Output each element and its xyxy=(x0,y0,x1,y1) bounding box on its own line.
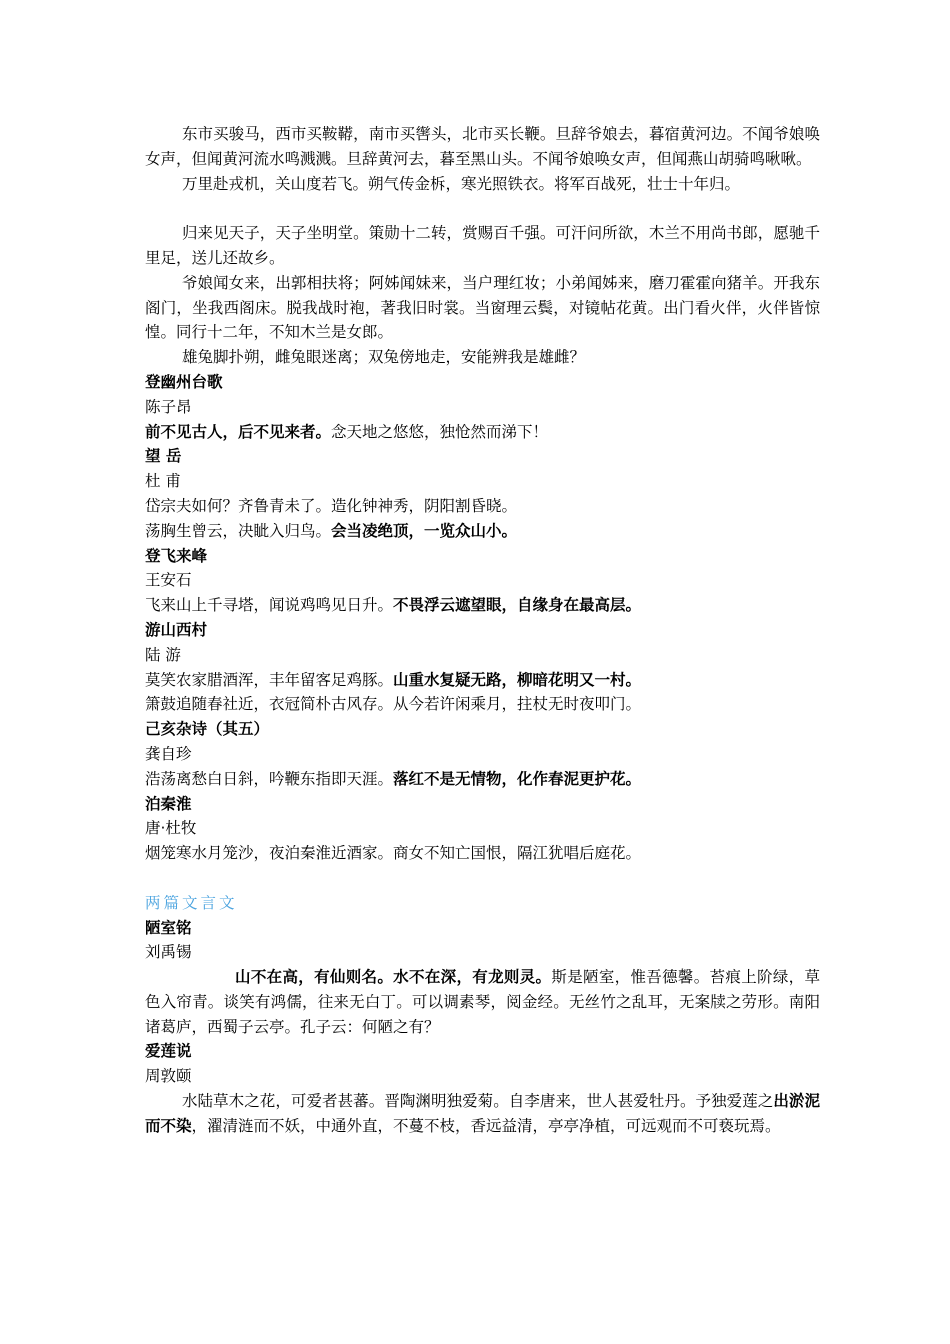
essay-author-ailian: 周敦颐 xyxy=(145,1067,192,1086)
highlight-text: 山不在高，有仙则名。水不在深，有龙则灵。 xyxy=(235,968,552,987)
mulan-paragraph-5: 雄兔脚扑朔，雌兔眼迷离；双兔傍地走，安能辨我是雄雌？ xyxy=(182,348,586,367)
highlight-text: 不畏浮云遮望眼，自缘身在最高层。 xyxy=(393,596,642,615)
poem-line-shanxi-2: 箫鼓追随春社近，衣冠简朴古风存。从今若许闲乘月，拄杖无时夜叩门。 xyxy=(145,695,642,714)
poem-text-jihai xyxy=(145,767,820,792)
poem-text-youzhou xyxy=(145,420,820,445)
essay-title-ailian: 爱莲说 xyxy=(145,1042,192,1061)
essay-text-ailian xyxy=(145,1089,820,1139)
essay-text-loushi xyxy=(145,965,820,1039)
poem-line-wangyue-2 xyxy=(145,519,820,544)
poem-title-qinhuai: 泊秦淮 xyxy=(145,794,192,813)
poem-title-shanxi: 游山西村 xyxy=(145,620,208,639)
section-heading: 两篇文言文 xyxy=(145,893,238,912)
poem-author-shanxi: 陆 游 xyxy=(145,645,181,664)
plain-text: 荡胸生曾云，决眦入归鸟。 xyxy=(145,521,332,540)
poem-title-youzhou: 登幽州台歌 xyxy=(145,372,223,391)
plain-text: 斯是陋室，惟吾德馨。苔痕上阶绿，草色入帘青。谈笑有鸿儒，往来无白丁。可以调素琴，阅金经。无丝竹之乱耳，无案牍之劳形。南阳诸葛庐，西蜀子云亭。孔子云：何陋之有？ xyxy=(145,968,820,1036)
poem-line-wangyue-1: 岱宗夫如何？齐鲁青未了。造化钟神秀，阴阳割昏晓。 xyxy=(145,496,518,515)
document-page xyxy=(145,122,820,1139)
essay-title-loushi: 陋室铭 xyxy=(145,918,192,937)
plain-text: 念天地之悠悠，独怆然而涕下！ xyxy=(331,422,549,441)
poem-author-youzhou: 陈子昂 xyxy=(145,397,192,416)
poem-author-wangyue: 杜 甫 xyxy=(145,472,181,491)
poem-author-jihai: 龚自珍 xyxy=(145,744,192,763)
mulan-paragraph-3: 归来见天子，天子坐明堂。策勋十二转，赏赐百千强。可汗问所欲，木兰不用尚书郎，愿驰千里足，送儿还故乡。 xyxy=(145,224,820,267)
highlight-text: 出淤泥而不染 xyxy=(145,1092,820,1135)
highlight-text: 会当凌绝顶，一览众山小。 xyxy=(331,521,518,540)
highlight-text: 山重水复疑无路，柳暗花明又一村。 xyxy=(393,670,642,689)
poem-text-feilai xyxy=(145,593,820,618)
poem-title-wangyue: 望 岳 xyxy=(145,447,182,466)
poem-title-feilai: 登飞来峰 xyxy=(145,546,208,565)
poem-text-qinhuai: 烟笼寒水月笼沙，夜泊秦淮近酒家。商女不知亡国恨，隔江犹唱后庭花。 xyxy=(145,844,642,863)
plain-text: 水陆草木之花，可爱者甚蕃。晋陶渊明独爱菊。自李唐来，世人甚爱牡丹。予独爱莲之 xyxy=(182,1092,774,1111)
mulan-paragraph-2: 万里赴戎机，关山度若飞。朔气传金柝，寒光照铁衣。将军百战死，壮士十年归。 xyxy=(182,174,741,193)
plain-text: ，濯清涟而不妖，中通外直，不蔓不枝，香远益清，亭亭净植，可远观而不可亵玩焉。 xyxy=(191,1116,781,1135)
highlight-text: 前不见古人，后不见来者。 xyxy=(145,422,332,441)
mulan-paragraph-1: 东市买骏马，西市买鞍鞯，南市买辔头，北市买长鞭。旦辞爷娘去，暮宿黄河边。不闻爷娘唤女声，但闻黄河流水鸣溅溅。旦辞黄河去，暮至黑山头。不闻爷娘唤女声，但闻燕山胡骑鸣啾啾。 xyxy=(145,125,820,168)
poem-author-qinhuai: 唐·杜牧 xyxy=(145,819,197,838)
essay-author-loushi: 刘禹锡 xyxy=(145,943,192,962)
plain-text: 莫笑农家腊酒浑，丰年留客足鸡豚。 xyxy=(145,670,394,689)
mulan-paragraph-4: 爷娘闻女来，出郭相扶将；阿姊闻妹来，当户理红妆；小弟闻姊来，磨刀霍霍向猪羊。开我东阁门，坐我西阁床。脱我战时袍，著我旧时裳。当窗理云鬓，对镜帖花黄。出门看火伴，火伴皆惊惶。同行十二年，不知木兰是女郎。 xyxy=(145,273,820,342)
poem-title-jihai: 己亥杂诗（其五） xyxy=(145,720,270,739)
blank-line xyxy=(145,196,820,221)
poem-line-shanxi-1 xyxy=(145,668,820,693)
blank-line xyxy=(145,866,820,891)
highlight-text: 落红不是无情物，化作春泥更护花。 xyxy=(393,769,642,788)
poem-author-feilai: 王安石 xyxy=(145,571,192,590)
plain-text: 浩荡离愁白日斜，吟鞭东指即天涯。 xyxy=(145,769,394,788)
plain-text: 飞来山上千寻塔，闻说鸡鸣见日升。 xyxy=(145,596,394,615)
